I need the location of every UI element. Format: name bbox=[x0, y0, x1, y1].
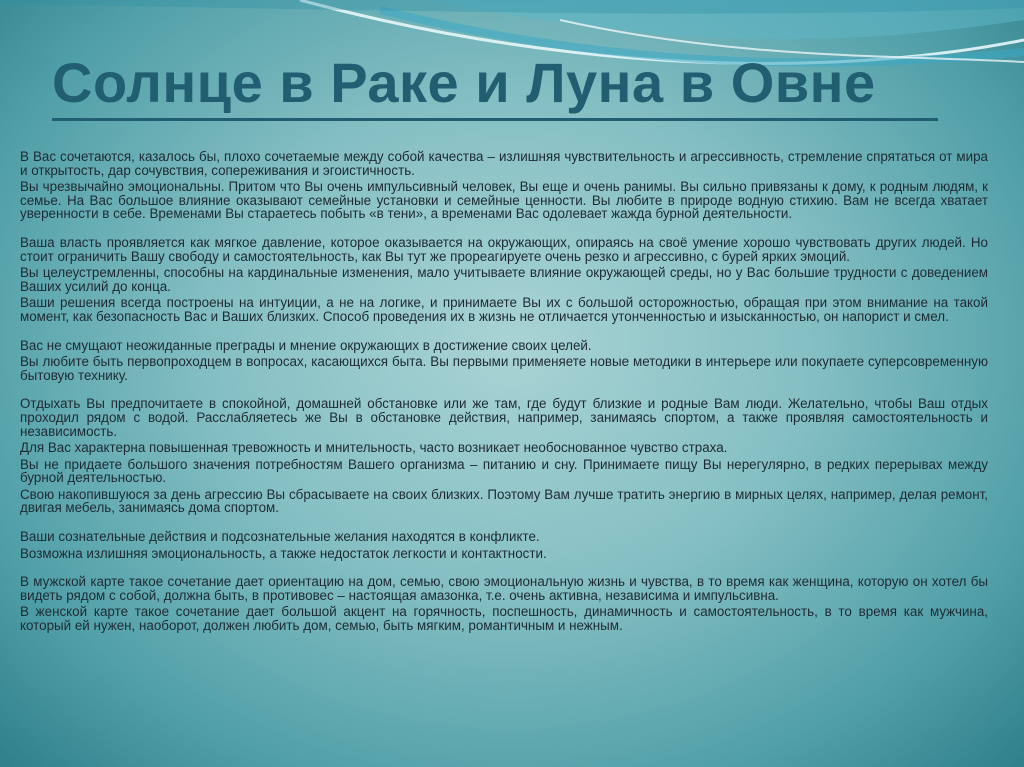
text-body bbox=[20, 150, 988, 636]
paragraph: В Вас сочетаются, казалось бы, плохо сочетаемые между собой качества – излишняя чувствительность и агрессивность, стремление спрятаться от мира и открытость, дар сочувствия, сопереживания и эгоистичность. bbox=[20, 149, 988, 178]
paragraph: Вы не придаете большого значения потребностям Вашего организма – питанию и сну. Принимаете пищу Вы нерегулярно, в редких перерывах между бурной деятельностью. bbox=[20, 456, 988, 486]
paragraph: Ваша власть проявляется как мягкое давление, которое оказывается на окружающих, опираясь на своё умение хорошо чувствовать других людей. Но стоит ограничить Вашу свободу и самостоятельность, как Вы тут же прореагируете очень резко и агрессивно, с бурей ярких эмоций. bbox=[20, 234, 988, 264]
paragraph: Отдыхать Вы предпочитаете в спокойной, домашней обстановке или же там, где будут близкие и родные Вам люди. Желательно, чтобы Ваш отдых проходил рядом с водой. Расслабляетесь же Вы в обстановке действия, например, занимаясь спортом, а также проявляя самостоятельность и независимость. bbox=[20, 396, 988, 439]
paragraph: Возможна излишняя эмоциональность, а также недостаток легкости и контактности. bbox=[20, 545, 547, 561]
paragraph: Вы целеустремленны, способны на кардинальные изменения, мало учитываете влияние окружающей среды, но у Вас большие трудности с доведением Ваших усилий до конца. bbox=[20, 265, 988, 294]
paragraph: Ваши сознательные действия и подсознательные желания находятся в конфликте. bbox=[20, 529, 540, 545]
paragraph: В женской карте такое сочетание дает большой акцент на горячность, поспешность, динамичность и самостоятельность, в то время как мужчина, который ей нужен, наоборот, должен любить дом, семью, быть мягким, романтичным и нежным. bbox=[20, 604, 988, 634]
paragraph: Вы любите быть первопроходцем в вопросах, касающихся быта. Вы первыми применяете новые методики в интерьере или покупаете суперсовременную бытовую технику. bbox=[20, 354, 988, 383]
paragraph: Вы чрезвычайно эмоциональны. Притом что Вы очень импульсивный человек, Вы еще и очень ранимы. Вы сильно привязаны к дому, к родным людям, к семье. На Вас большое влияние оказывают семейные установки и семейные ценности. Вы любите в природе водную стихию. Вам не всегда хватает уверенности в себе. Временами Вы стараетесь побыть «в тени», а временами Вас одолевает жажда бурной деятельности. bbox=[20, 179, 988, 222]
paragraph: В мужской карте такое сочетание дает ориентацию на дом, семью, свою эмоциональную жизнь и чувства, в то время как женщина, которую он хотел бы видеть рядом с собой, должна быть, в противовес – настоящая амазонка, т.е. очень активна, независима и импульсивна. bbox=[20, 574, 988, 603]
paragraph: Для Вас характерна повышенная тревожность и мнительность, часто возникает необоснованное чувство страха. bbox=[20, 440, 728, 456]
paragraph: Свою накопившуюся за день агрессию Вы сбрасываете на своих близких. Поэтому Вам лучше тратить энергию в мирных целях, например, делая ремонт, двигая мебель, занимаясь дома спортом. bbox=[20, 486, 988, 516]
paragraph: Ваши решения всегда построены на интуиции, а не на логике, и принимаете Вы их с большой осторожностью, обращая при этом внимание на такой момент, как безопасность Вас и Ваших близких. Способ проведения их в жизнь не отличается утонченностью и изысканностью, он напорист и смел. bbox=[20, 295, 988, 324]
paragraph: Вас не смущают неожиданные преграды и мнение окружающих в достижение своих целей. bbox=[20, 337, 592, 353]
page-title: Солнце в Раке и Луна в Овне bbox=[52, 51, 876, 114]
title-underline bbox=[52, 118, 938, 121]
